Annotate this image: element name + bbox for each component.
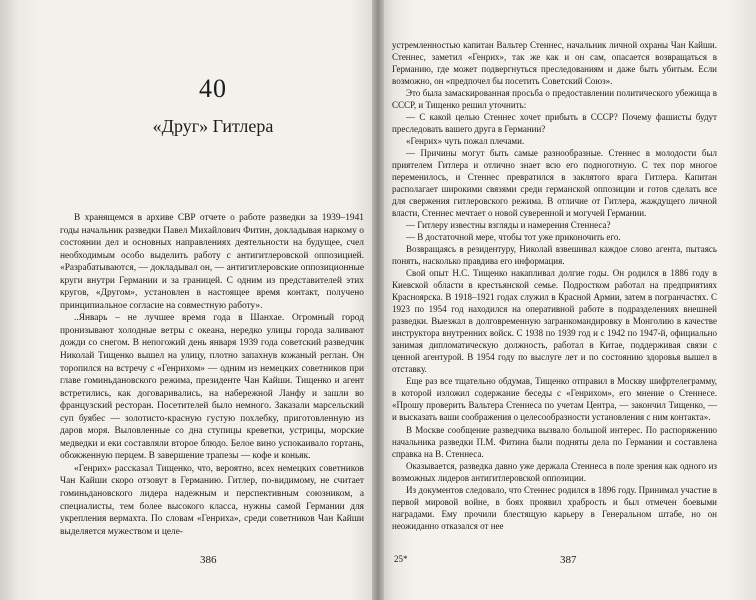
chapter-number: 40 [199,74,227,103]
paragraph: Еще раз все тщательно обдумав, Тищенко отправил в Москву шифртелеграмму, в которой изложил содержание беседы с «Генрихом», его мнение о Стеннесе. «Прошу проверить Вальтера Стеннеса по учетам Центра, — закончил Тищенко, — и высказать ваши соображения о целесообразности установления с ним контакта». [392,376,717,423]
paragraph: Оказывается, разведка давно уже держала Стеннеса в поле зрения как одного из возможных лидеров антигитлеровской оппозиции. [392,460,717,483]
paragraph: В Москве сообщение разведчика вызвало большой интерес. По распоряжению начальника разведки П.М. Фитина были подняты дела по Германии и составлена справка на В. Стеннеса. [392,424,717,459]
paragraph: устремленностью капитан Вальтер Стеннес, начальник личной охраны Чан Кайши. Стеннес, заметил «Генрих», так же как и он сам, опасается возвращаться в Германию, где может подвергнуться преследованиям и даже быть убитым. Если возможно, он «предпочел бы посетить Советский Союз». [392,40,717,87]
right-page-body [392,39,717,532]
page-number-right: 387 [560,554,577,566]
left-page-body [60,212,364,538]
paragraph: Из документов следовало, что Стеннес родился в 1896 году. Принимал участие в первой мировой войне, в боях проявил храбрость и был отмечен боевыми наградами. Ему прочили блестящую карьеру в Генеральном штабе, но он неожиданно отказался от нее [392,484,717,531]
paragraph: Свой опыт Н.С. Тищенко накапливал долгие годы. Он родился в 1886 году в Киевской области в крестьянской семье. Подростком работал на предприятиях Красноярска. В 1918–1921 годах служил в Красной Армии, затем в погранчастях. С 1923 по 1954 год находился на оперативной работе в подразделениях внешней разведки. Выезжал в долговременную загранкомандировку в Монголию в качестве инструктора внутренних войск. С 1938 по 1939 год и с 1942 по 1947-й, официально занимая дипломатическую должность, работал в Китае, поддерживая связи с ценной агентурой. В 1954 году по выслуге лет и по состоянию здоровья вышел в отставку. [392,268,717,375]
book-gutter [372,0,384,600]
page-number-left: 386 [200,554,217,566]
paragraph: ..Январь – не лучшее время года в Шанхае. Огромный город пронизывают холодные ветры с океана, нередко улицы города заливают дожди со снегом. В непогожий день января 1939 года советский разведчик Николай Тищенко вышел на улицу, плотно запахнув кожаный реглан. Он торопился на встречу с «Генрихом» — одним из немецких советников при главе гоминьдановского режима, президенте Чан Кайши. Тищенко и агент встретились, как договаривались, на набережной Ланфу и зашли во французский ресторан. Посетителей было немного. Заказали марсельский суп буябес — золотисто-красную густую похлебку, приготовленную из даров моря. Выловленные со дна ступицы креветки, устрицы, морские медведки и еки составляли второе блюдо. Белое вино успокаивало гортань, обожженную перцем. В завершение трапезы — кофе и коньяк. [60,313,364,462]
paragraph: «Генрих» рассказал Тищенко, что, вероятно, всех немецких советников Чан Кайши скоро отзовут в Германию. Гитлер, по-видимому, не считает гоминьдановского лидера надежным и перспективным союзником, а специалисты, тем более высокого класса, нужны самой Германии для укрепления вермахта. По словам «Генриха», среди советников Чан Кайши выделяется мужеством и целе- [60,463,364,537]
paragraph: — Гитлеру известны взгляды и намерения Стеннеса? [406,220,611,231]
paragraph: Возвращаясь в резидентуру, Николай взвешивал каждое слово агента, пытаясь понять, насколько правдива его информация. [392,244,717,267]
chapter-title: «Друг» Гитлера [152,116,274,136]
signature-mark: 25* [394,554,408,564]
paragraph: — С какой целью Стеннес хочет прибыть в СССР? Почему фашисты будут преследовать вашего друга в Германии? [392,112,717,135]
paragraph: В хранящемся в архиве СВР отчете о работе разведки за 1939–1941 годы начальник разведки Павел Михайлович Фитин, докладывая наркому о состоянии дел и основных направлениях деятельности на будущее, счел необходимым особо выделить работу с антигитлеровской оппозицией. «Разрабатываются, — докладывал он, — антигитлеровские оппозиционные круги внутри Германии и за границей. С одним из представителей этих кругов, «Другом», установлен в настоящее время контакт, получено принципиальное согласие на совместную работу». [60,213,364,311]
paragraph: Это была замаскированная просьба о предоставлении политического убежища в СССР, и Тищенко решил уточнить: [392,88,717,111]
paragraph: — Причины могут быть самые разнообразные. Стеннес в молодости был приятелем Гитлера и отлично знает всю его подноготную. С тех пор многое переменилось, и Стеннес превратился в заклятого врага Гитлера. Капитан располагает широкими связями среди германской оппозиции и готов сделать все для свержения гитлеровского режима. В отличие от Гитлера, жаждущего личной власти, Стеннес мечтает о новой суверенной и могучей Германии. [392,148,717,219]
paragraph: — В достаточной мере, чтобы тот уже приконочить его. [406,232,621,243]
paragraph: «Генрих» чуть пожал плечами. [406,136,525,147]
